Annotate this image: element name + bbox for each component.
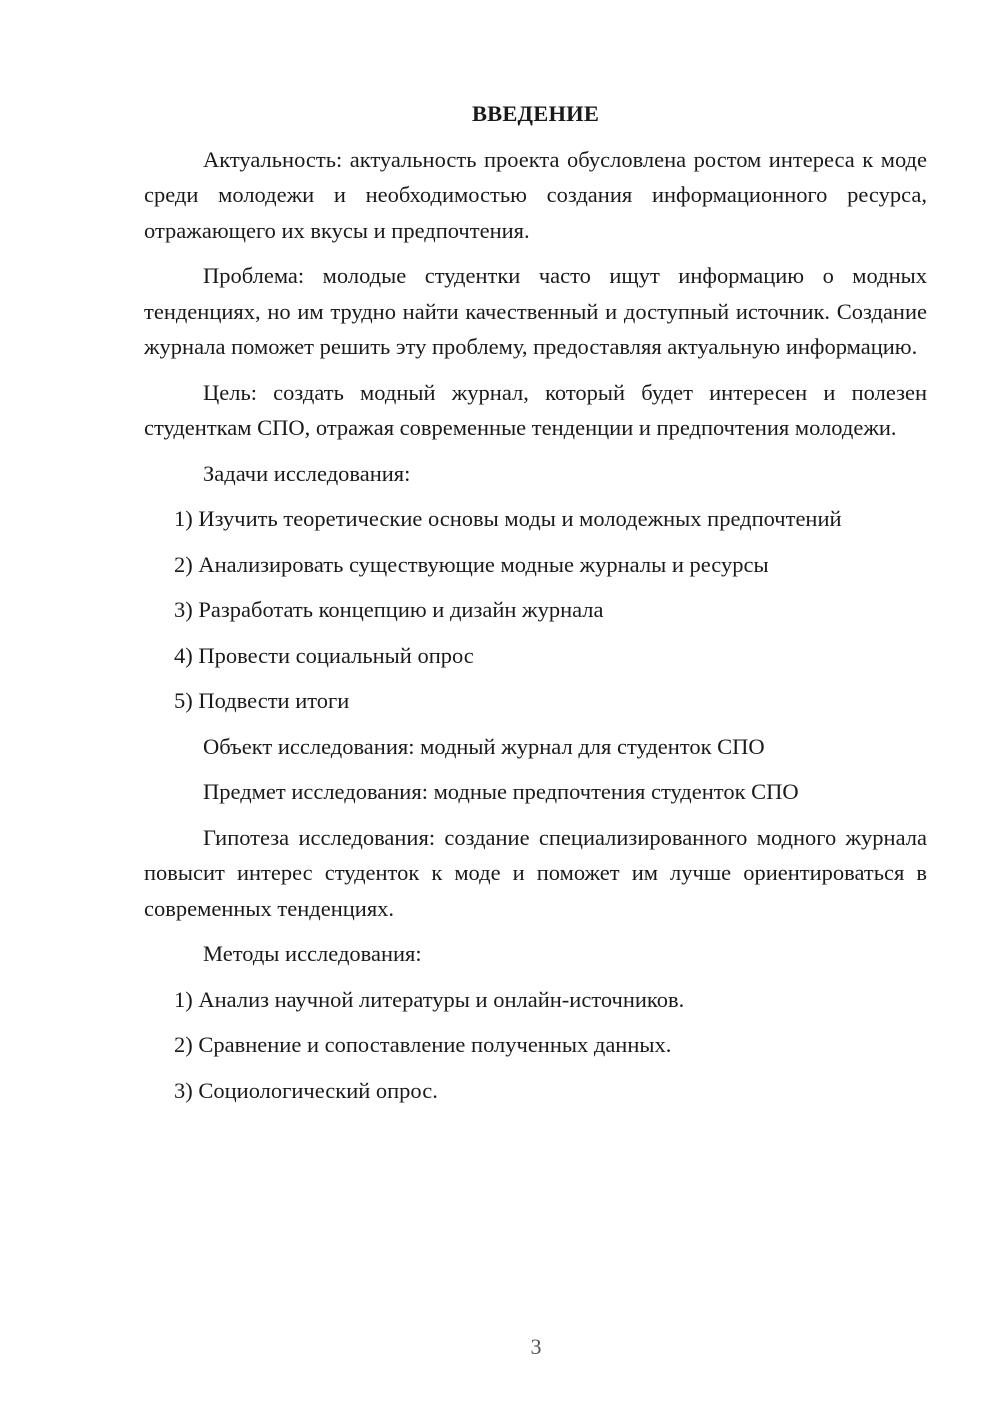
methods-list (144, 982, 927, 1109)
list-item: 5) Подвести итоги (174, 688, 350, 713)
goal-paragraph: Цель: создать модный журнал, который будет интересен и полезен студенткам СПО, отражая современные тенденции и предпочтения молодежи. (144, 379, 927, 440)
list-item: 3) Разработать концепцию и дизайн журнала (174, 597, 604, 622)
problem-paragraph: Проблема: молодые студентки часто ищут информацию о модных тенденциях, но им трудно найти качественный и доступный источник. Создание журнала поможет решить эту проблему, предоставляя актуальную информацию. (144, 263, 927, 359)
list-item: 2) Сравнение и сопоставление полученных данных. (174, 1032, 672, 1057)
list-item: 4) Провести социальный опрос (174, 642, 474, 668)
relevance-paragraph: Актуальность: актуальность проекта обусловлена ростом интереса к моде среди молодежи и необходимостью создания информационного ресурса, отражающего их вкусы и предпочтения. (144, 146, 927, 243)
subject-line: Предмет исследования: модные предпочтения студенток СПО (203, 779, 799, 804)
tasks-heading: Задачи исследования: (203, 460, 411, 486)
methods-heading: Методы исследования: (203, 941, 422, 966)
page-number: 3 (530, 1334, 542, 1359)
list-item: 2) Анализировать существующие модные журналы и ресурсы (174, 551, 769, 577)
hypothesis-paragraph: Гипотеза исследования: создание специализированного модного журнала повысит интерес студенток к моде и поможет им лучше ориентироваться в современных тенденциях. (144, 824, 927, 921)
list-item: 1) Анализ научной литературы и онлайн-источников. (174, 986, 685, 1012)
list-item: 3) Социологический опрос. (174, 1077, 438, 1103)
list-item: 1) Изучить теоретические основы моды и молодежных предпочтений (174, 506, 842, 531)
tasks-list (144, 501, 927, 719)
page-content (144, 96, 927, 1118)
object-line: Объект исследования: модный журнал для студенток СПО (203, 733, 765, 759)
section-title: ВВЕДЕНИЕ (471, 101, 600, 126)
